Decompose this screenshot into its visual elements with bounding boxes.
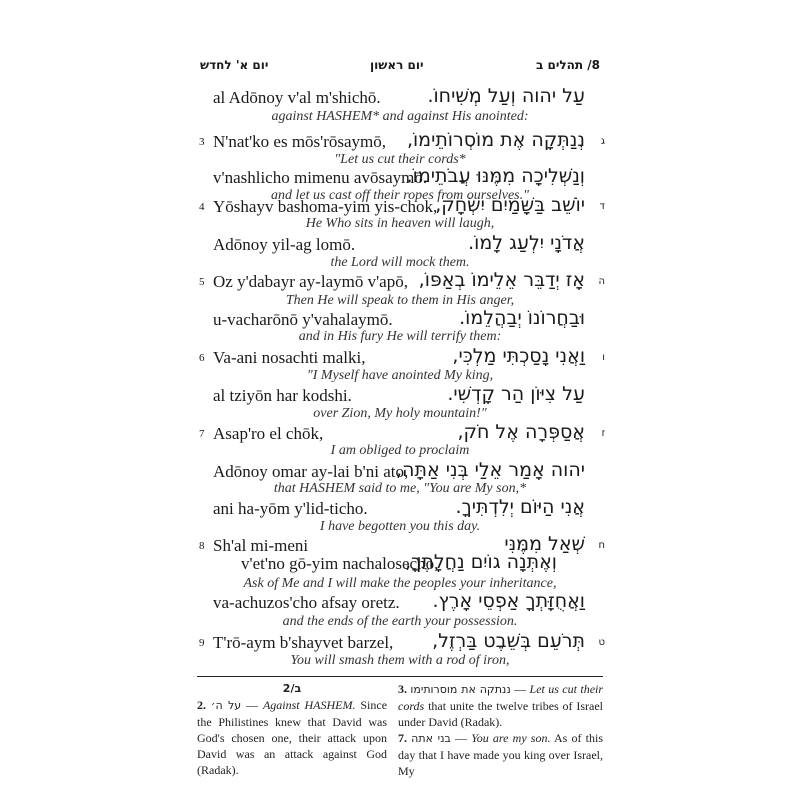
footnote-text: that unite the twelve tribes of Israel under David (Radak). — [398, 699, 603, 729]
transliteration: u-vacharōnō y'vahalaymō. — [213, 310, 393, 329]
hebrew-verse-letter: ז — [601, 428, 605, 439]
verse-line — [195, 232, 605, 257]
hebrew-verse-letter: ה — [598, 276, 605, 287]
translation-line: I am obliged to proclaim — [330, 443, 470, 458]
footnote-hebrew: על ה׳ — [210, 699, 242, 712]
hebrew-verse-letter: ו — [602, 352, 605, 363]
hebrew-verse-letter: ד — [599, 201, 605, 212]
footnote-right: 3. ננתקה את מוסרותימו — Let us cut their cords that unite the twelve tribes of Israel under David (Radak). 7. בני אתה — You are my son. As of this day that I have made you king over Israel, My — [398, 682, 604, 778]
verse-line — [195, 630, 605, 655]
hebrew-verse-letter: ח — [598, 540, 605, 551]
hebrew-text: עַל יהוה וְעַל מְשִׁיחוֹ. — [427, 85, 585, 107]
verse-number: 8 — [199, 540, 205, 552]
transliteration: Asap'ro el chōk, — [213, 424, 324, 443]
translation-line: that HASHEM said to me, "You are My son,* — [273, 481, 527, 496]
hebrew-text: וְאֶתְּנָה גוֹיִם נַחֲלָתֶךָ, — [405, 551, 557, 573]
hebrew-text: אֲדֹנָי יִלְעַג לָמוֹ. — [468, 232, 585, 254]
transliteration: Adōnoy yil-ag lomō. — [213, 235, 356, 254]
hebrew-text: נְנַתְּקָה אֶת מוֹסְרוֹתֵימוֹ, — [406, 129, 585, 151]
verse-line — [195, 269, 605, 294]
transliteration: Va-ani nosachti malki, — [213, 348, 366, 367]
footnote-number: 3. — [398, 682, 407, 696]
verse-line — [195, 383, 605, 408]
transliteration: Sh'al mi-meni — [213, 536, 309, 555]
translation-line: "I Myself have anointed My king, — [306, 368, 494, 383]
verse-number: 4 — [199, 201, 205, 213]
transliteration: Yōshayv bashoma-yim yis-chok, — [213, 197, 438, 216]
hebrew-text: וַאֲחֻזָּתְךָ אַפְסֵי אָרֶץ. — [432, 590, 585, 612]
footnote-left: ב/2 2. על ה׳ — Against HASHEM. Since the Philistines knew that David was God's chosen one, their attack upon David was an attack against God (Radak). — [197, 682, 388, 777]
footnote-lemma: You are my son. — [471, 731, 551, 745]
verse-line — [195, 496, 605, 521]
verse-line — [195, 165, 605, 190]
translation-line: and in His fury He will terrify them: — [298, 329, 502, 344]
verse-number: 7 — [199, 428, 205, 440]
translation-line: "Let us cut their cords* — [334, 152, 466, 167]
transliteration: va-achuzos'cho afsay oretz. — [213, 593, 400, 612]
verse-line — [195, 551, 605, 576]
hebrew-text: תְּרֹעֵם בְּשֵׁבֶט בַּרְזֶל, — [432, 630, 585, 652]
hebrew-text: וְנַשְׁלִיכָה מִמֶּנּוּ עֲבֹתֵימוֹ. — [406, 165, 585, 187]
verse-line — [195, 129, 605, 154]
footnote-heading: ב/2 — [282, 682, 302, 695]
translation-line: I have begotten you this day. — [319, 519, 481, 534]
hebrew-verse-letter: ג — [600, 136, 605, 147]
hebrew-text: וּבַחֲרוֹנוֹ יְבַהֲלֵמוֹ. — [459, 307, 585, 329]
hebrew-text: אֲנִי הַיּוֹם יְלִדְתִּיךָ. — [455, 496, 585, 518]
transliteration: v'et'no gō-yim nachalosecho, — [241, 554, 439, 573]
footnote-hebrew: ננתקה את מוסרותימו — [410, 683, 511, 696]
footnote-hebrew: בני אתה — [411, 732, 451, 745]
translation-line: He Who sits in heaven will laugh, — [305, 216, 495, 231]
transliteration: v'nashlicho mimenu avōsaymō. — [213, 168, 428, 187]
translation-line: and the ends of the earth your possession. — [282, 614, 518, 629]
translation-line: You will smash them with a rod of iron, — [290, 653, 510, 668]
hebrew-text: וַאֲנִי נָסַכְתִּי מַלְכִּי, — [452, 345, 585, 367]
footnote-text: As of this day that I have made you king over Israel, My — [398, 731, 604, 778]
transliteration: T'rō-aym b'shayvet barzel, — [213, 633, 394, 652]
footnote-text: Since the Philistines knew that David was God's chosen one, their attack upon David was an attack against God (Radak). — [197, 698, 388, 777]
hebrew-text: עַל צִיּוֹן הַר קָדְשִׁי. — [447, 383, 585, 405]
footnote-number: 2. — [197, 698, 206, 712]
translation-line: Then He will speak to them in His anger, — [285, 293, 515, 308]
translation-line: against HASHEM* and against His anointed: — [271, 109, 529, 124]
month-day-label: יום א' לחדש — [200, 58, 269, 72]
translation-line: the Lord will mock them. — [330, 255, 470, 270]
translation-line: Ask of Me and I will make the peoples your inheritance, — [243, 576, 557, 591]
footnote-lemma: Against HASHEM. — [262, 698, 356, 712]
transliteration: Adōnoy omar ay-lai b'ni ato, — [213, 462, 409, 481]
hebrew-text: שְׁאַל מִמֶּנִּי — [504, 533, 585, 555]
transliteration: N'nat'ko es mōs'rōsaymō, — [213, 132, 387, 151]
transliteration: ani ha-yōm y'lid-ticho. — [213, 499, 368, 518]
footnote-divider — [197, 676, 603, 677]
hebrew-text: אֲסַפְּרָה אֶל חֹק, — [457, 421, 585, 443]
verse-number: 3 — [199, 136, 205, 148]
transliteration: al Adōnoy v'al m'shichō. — [213, 88, 381, 107]
translation-line: over Zion, My holy mountain!" — [313, 406, 487, 421]
footnote-number: 7. — [398, 731, 407, 745]
verse-number: 5 — [199, 276, 205, 288]
hebrew-text: אָז יְדַבֵּר אֵלֵימוֹ בְאַפּוֹ, — [418, 269, 585, 291]
translation-line: and let us cast off their ropes from ourselves." — [271, 188, 529, 203]
verse-line — [195, 590, 605, 615]
hebrew-text: יוֹשֵׁב בַּשָּׁמַיִם יִשְׂחָק, — [435, 194, 585, 216]
verse-number: 6 — [199, 352, 205, 364]
page-number-book: 8/ תהלים ב — [535, 58, 600, 72]
footnote-lemma: Let us cut their cords — [398, 682, 604, 713]
hebrew-text: יהוה אָמַר אֵלַי בְּנִי אַתָּה, — [396, 459, 585, 481]
verse-line — [195, 345, 605, 370]
hebrew-verse-letter: ט — [598, 637, 605, 648]
transliteration: Oz y'dabayr ay-laymō v'apō, — [213, 272, 408, 291]
verse-number: 9 — [199, 637, 205, 649]
day-heading: יום ראשון — [370, 58, 424, 72]
transliteration: al tziyōn har kodshi. — [213, 386, 352, 405]
verse-line — [195, 85, 605, 110]
